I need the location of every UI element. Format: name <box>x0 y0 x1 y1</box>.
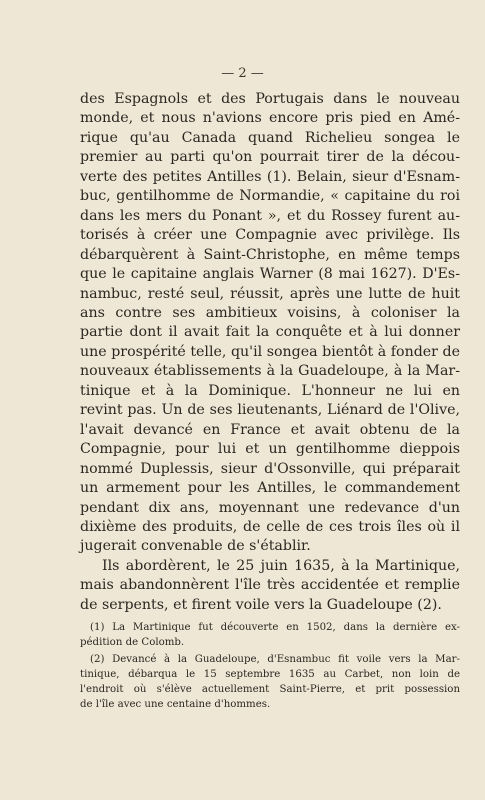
text-line: une prospérité telle, qu'il songea bientôt à fonder de <box>80 343 460 360</box>
text-line: revint pas. Un de ses lieutenants, Liénard de l'Olive, <box>80 402 460 419</box>
text-line: débarquèrent à Saint-Christophe, en même temps <box>80 246 460 263</box>
text-line: rique qu'au Canada quand Richelieu songea le <box>80 129 460 146</box>
text-line: jugerait convenable de s'établir. <box>80 538 311 555</box>
page-number: — 2 — <box>221 66 264 81</box>
text-line: Compagnie, pour lui et un gentilhomme dieppois <box>80 441 460 458</box>
text-line: premier au parti qu'on pourrait tirer de la décou- <box>80 149 460 166</box>
main-text <box>80 90 460 615</box>
text-line: dans les mers du Ponant », et du Rossey furent au- <box>80 207 460 224</box>
text-line: mais abandonnèrent l'île très accidentée et remplie <box>80 577 460 594</box>
footnote-line: tinique, débarqua le 15 septembre 1635 au Carbet, non loin de <box>80 669 460 680</box>
footnote-line: l'endroit où s'élève actuellement Saint-Pierre, et prit possession <box>80 684 460 695</box>
text-line: des Espagnols et des Portugais dans le nouveau <box>80 91 460 107</box>
text-line: un armement pour les Antilles, le commandement <box>80 480 460 497</box>
text-line: nommé Duplessis, sieur d'Ossonville, qui préparait <box>80 460 460 477</box>
footnote-line: pédition de Colomb. <box>80 637 185 648</box>
footnote-line: de l'île avec une centaine d'hommes. <box>80 699 271 710</box>
footnote-line: (1) La Martinique fut découverte en 1502, dans la dernière ex- <box>90 622 460 633</box>
footnotes <box>80 620 460 714</box>
text-line: torisés à créer une Compagnie avec privilège. Ils <box>80 227 460 244</box>
text-line: de serpents, et firent voile vers la Guadeloupe (2). <box>80 596 442 613</box>
text-line: nouveaux établissements à la Guadeloupe, à la Mar- <box>80 363 460 380</box>
text-line: buc, gentilhomme de Normandie, « capitaine du roi <box>80 188 460 205</box>
text-line: verte des petites Antilles (1). Belain, sieur d'Esnam- <box>80 168 460 185</box>
text-line: pendant dix ans, moyennant une redevance d'un <box>80 499 460 516</box>
text-line: dixième des produits, de celle de ces trois îles où il <box>80 518 460 535</box>
text-line: monde, et nous n'avions encore pris pied en Amé- <box>80 110 460 127</box>
text-line: tinique et à la Dominique. L'honneur ne lui en <box>80 382 460 399</box>
text-line: que le capitaine anglais Warner (8 mai 1627). D'Es- <box>80 266 460 283</box>
footnote-1 <box>80 620 460 650</box>
text-line: partie dont il avait fait la conquête et à lui donner <box>80 324 460 341</box>
footnote-line: (2) Devancé à la Guadeloupe, d'Esnambuc fit voile vers la Mar- <box>90 654 460 665</box>
text-line: ans contre ses ambitieux voisins, à coloniser la <box>80 304 460 321</box>
text-line: Ils abordèrent, le 25 juin 1635, à la Martinique, <box>102 557 460 574</box>
text-line: nambuc, resté seul, réussit, après une lutte de huit <box>80 285 460 302</box>
footnote-2 <box>80 652 460 712</box>
text-line: l'avait devancé en France et avait obtenu de la <box>80 421 460 438</box>
